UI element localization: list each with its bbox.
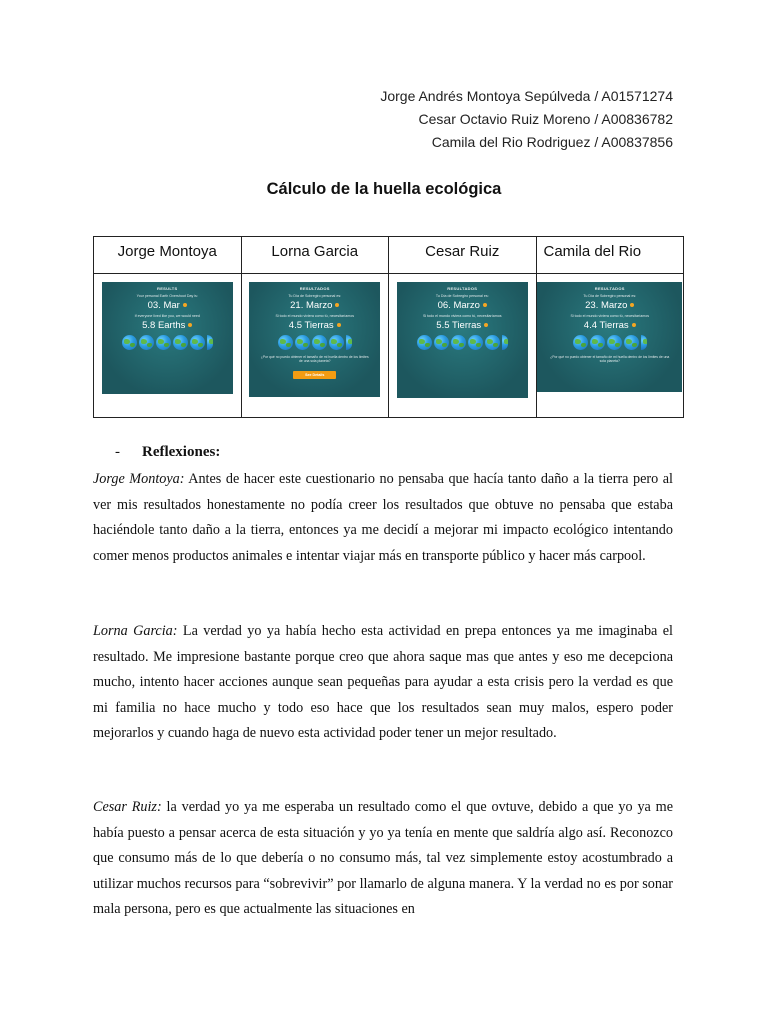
card-line: Your personal Earth Overshoot Day is: [136,294,198,298]
card-date: 03. Mar [102,300,233,311]
list-dash: - [115,444,120,460]
card-header: RESULTS [157,286,178,291]
card-line: Tu Día de Sobregiro personal es: [288,294,342,298]
card-line: Tu Día de Sobregiro personal es: [583,294,637,298]
card-line: Tu Día de Sobregiro personal es: [435,294,489,298]
reflection-author: Jorge Montoya: [93,471,185,487]
sun-icon [630,303,634,307]
sun-icon [632,323,636,327]
card-earths-value: 5.8 Earths [102,320,233,331]
table-header-cell: Lorna Garcia [241,237,389,274]
earth-icon [417,335,432,350]
authors-block [380,85,673,154]
table-header-cell: Jorge Montoya [94,237,242,274]
earth-icon [139,335,154,350]
document-title: Cálculo de la huella ecológica [266,180,502,198]
card-line: Si todo el mundo viviera como tú, necesitaríamos [275,314,354,318]
sun-icon [483,303,487,307]
partial-earth-icon [502,335,508,350]
sun-icon [188,323,192,327]
reflection-paragraph [93,795,673,923]
card-date: 21. Marzo [249,300,380,311]
card-earths-value: 5.5 Tierras [397,320,528,331]
result-card [249,282,380,397]
sun-icon [484,323,488,327]
reflexiones-heading [115,444,220,461]
result-card [397,282,528,398]
reflection-text: La verdad yo ya había hecho esta actividad en prepa entonces ya me imaginaba el resultado. Me impresione bastante porque creo que ahora saque mas que antes y eso me decepciona mucho, intento hacer acciones aunque sean pequeñas para ayudar a esta crisis pero la verdad es que mi familia no hace mucho y todo eso hace que los resultados sean muy malos, espero poder mejorarlos y cuando haga de nuevo esta actividad poder tener un mejor resultado. [93,623,673,741]
card-date: 06. Marzo [397,300,528,311]
partial-earth-icon [346,335,352,350]
reflexiones-title: Reflexiones: [142,444,221,460]
earth-icon [468,335,483,350]
earth-icon [485,335,500,350]
reflection-author: Cesar Ruiz: [93,799,162,815]
earth-icon [624,335,639,350]
card-line: Si todo el mundo viviera como tú, necesitaríamos [570,314,649,318]
reflection-author: Lorna Garcia: [93,623,178,639]
earths-row [397,335,528,350]
result-card [537,282,682,392]
earth-icon [278,335,293,350]
reflection-paragraph [93,619,673,747]
reflection-text: la verdad yo ya me esperaba un resultado como el que ovtuve, debido a que yo ya me había puesto a pensar acerca de esta situación y yo ya tenía en mente que saldría algo así. Reconozco que consumo más de lo que debería o no consumo más, tal vez simplemente estoy acostumbrado a utilizar muchos recursos para “sobrevivir” por llamarlo de alguna manera. Y la verdad no es por sonar mala persona, pero es que actualmente las situaciones en [93,799,674,917]
earth-icon [295,335,310,350]
table-header-cell: Cesar Ruiz [389,237,537,274]
card-line: If everyone lived like you, we would need [134,314,200,318]
result-card [102,282,233,394]
card-note: ¿Por qué no puedo obtener el tamaño de mi huella dentro de los límites de una sola planeta? [260,355,369,363]
earth-icon [590,335,605,350]
sun-icon [335,303,339,307]
partial-earth-icon [641,335,647,350]
earths-row [102,335,233,350]
earth-icon [329,335,344,350]
earth-icon [190,335,205,350]
card-header: RESULTADOS [447,286,478,291]
earth-icon [573,335,588,350]
reflection-text: Antes de hacer este cuestionario no pensaba que hacía tanto daño a la tierra pero al ver mis resultados honestamente no podía creer los resultados que obtuve no pensaba que estaba haciéndole tanto daño a la tierra, entonces ya me decidí a mejorar mi impacto ecológico intentando comer menos productos animales e intentar viajar más en transporte público y hacer más carpool. [93,471,673,564]
author-line: Jorge Andrés Montoya Sepúlveda / A01571274 [380,88,673,104]
card-line: Si todo el mundo viviera como tú, necesitaríamos [422,314,502,318]
sun-icon [337,323,341,327]
partial-earth-icon [207,335,213,350]
earth-icon [156,335,171,350]
card-note: ¿Por qué no puedo obtener el tamaño de mi huella dentro de los límites de una sola planeta? [550,355,670,363]
earth-icon [451,335,466,350]
card-earths-value: 4.5 Tierras [249,320,380,331]
earth-icon [173,335,188,350]
sun-icon [183,303,187,307]
earth-icon [122,335,137,350]
earth-icon [312,335,327,350]
earths-row [249,335,380,350]
earth-icon [434,335,449,350]
card-date: 23. Marzo [537,300,682,311]
card-header: RESULTADOS [594,286,625,291]
card-earths-value: 4.4 Tierras [537,320,682,331]
card-header: RESULTADOS [299,286,330,291]
table-header-cell: Camila del Rio [536,237,684,274]
reflection-paragraph [93,467,673,569]
see-details-button: See Details [293,371,336,379]
earths-row [537,335,682,350]
author-line: Cesar Octavio Ruiz Moreno / A00836782 [418,111,673,127]
table-image-cell [389,274,537,418]
author-line: Camila del Rio Rodriguez / A00837856 [431,134,673,150]
table-image-cell [94,274,242,418]
table-image-cell [241,274,389,418]
table-image-cell [536,274,684,418]
results-table [93,236,684,418]
earth-icon [607,335,622,350]
